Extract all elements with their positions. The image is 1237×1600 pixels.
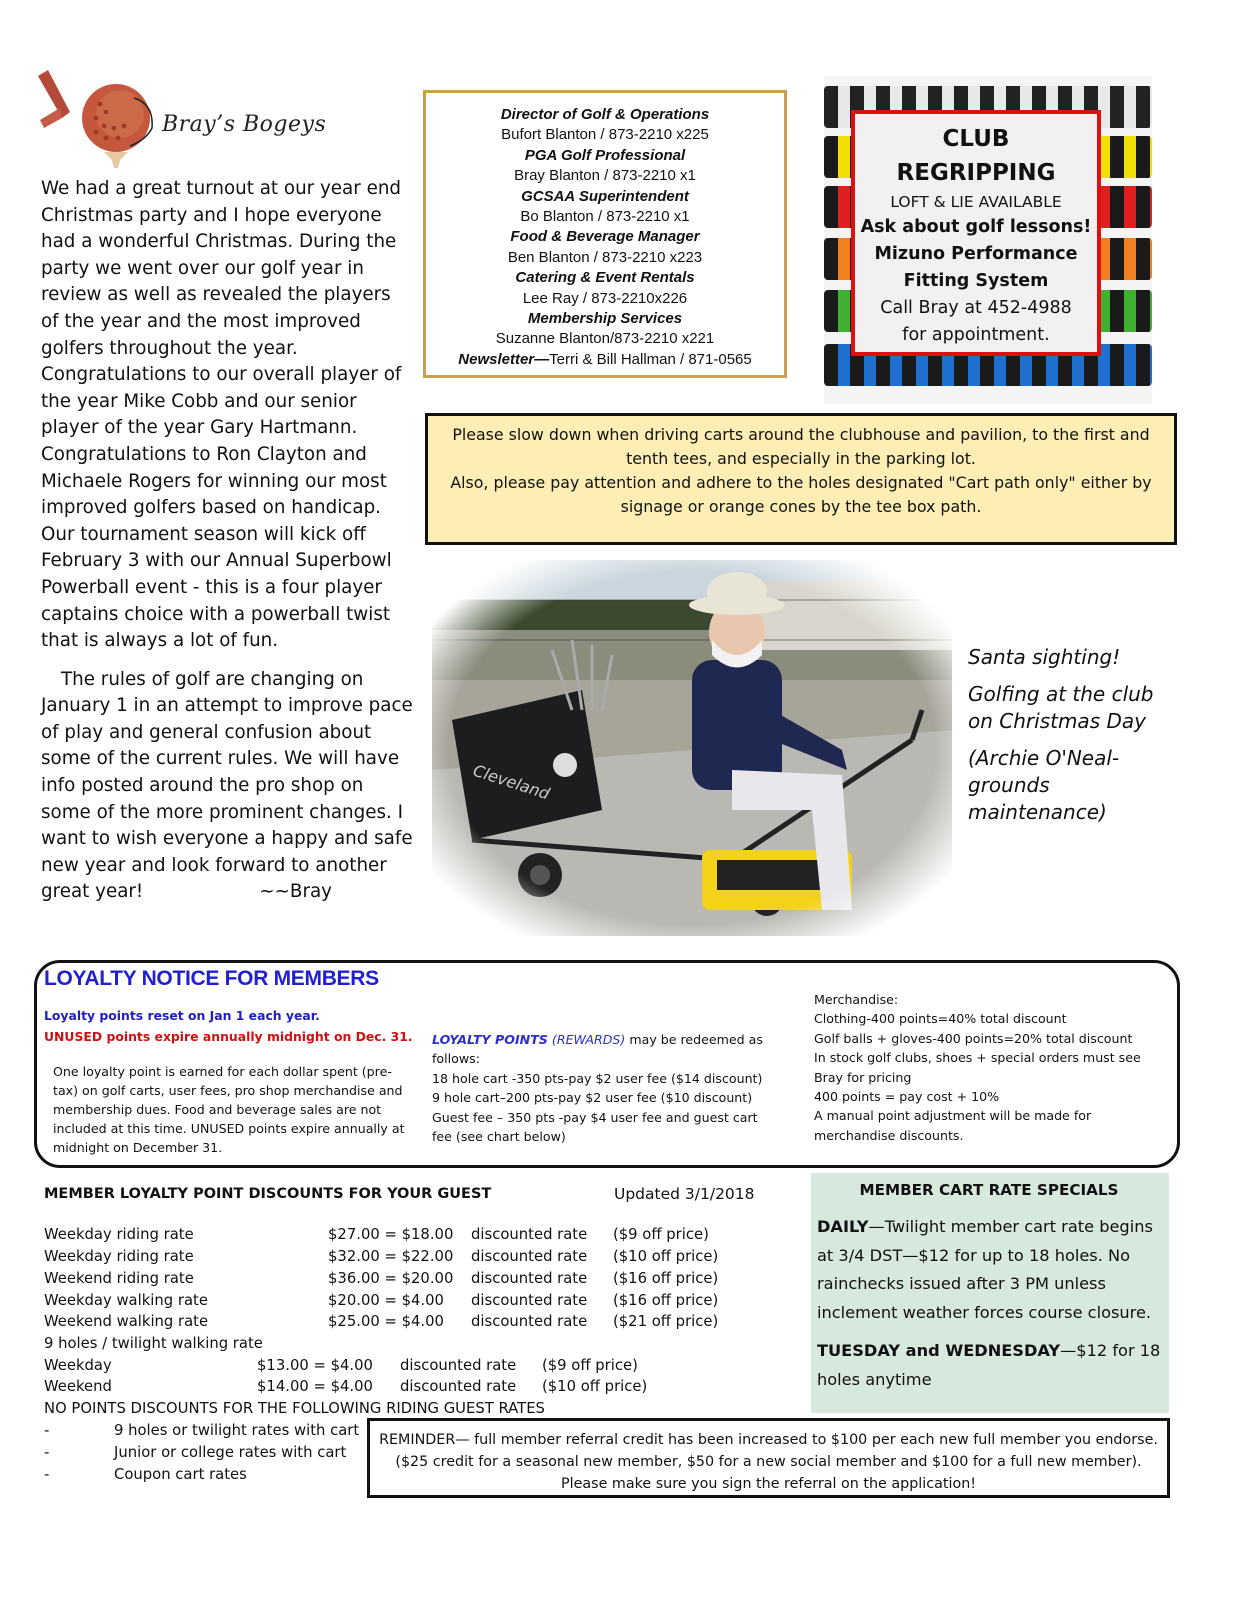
nine-hole-heading: 9 holes / twilight walking rate [44,1335,263,1352]
special-tuewed-text: —$12 for 18 holes anytime [817,1341,1161,1389]
rate-label: Weekend riding rate [44,1270,194,1287]
rate-price: $13.00 = $4.00 [257,1357,373,1374]
rate-off: ($10 off price) [542,1378,648,1395]
specials-heading: MEMBER CART RATE SPECIALS [859,1181,1119,1199]
newsletter-names: Terri & Bill Hallman / 871-0565 [549,350,752,368]
newsletter-contact [426,350,784,370]
special-daily-label: DAILY [817,1217,869,1236]
staff-entry [426,146,784,187]
staff-entry [426,309,784,350]
article-signature: ~~Bray [259,881,332,903]
staff-entry [426,268,784,309]
staff-role: Membership Services [527,310,683,328]
merch-item: 400 points = pay cost + 10% [814,1089,1000,1105]
regrip-call: for appointment. [902,325,1050,345]
rate-off: ($16 off price) [613,1270,719,1287]
newsletter-title: Bray’s Bogeys [162,112,327,137]
loyalty-merchandise [814,990,1159,1145]
merch-item: A manual point adjustment will be made for merchandise discounts. [814,1108,1092,1143]
special-tuewed [817,1337,1161,1394]
rate-note: discounted rate [471,1313,588,1330]
article-paragraph-text: The rules of golf are changing on January 1 in an attempt to improve pace of play and general confusion about some of the current rules. We will have info posted around the pro shop on some of the more prominent changes. I want to wish everyone a happy and safe new year and look forward to another great year! [41,668,413,903]
newsletter-label: Newsletter— [458,350,550,368]
rate-off: ($9 off price) [542,1357,638,1374]
staff-entry [426,105,784,146]
special-daily [817,1213,1161,1327]
rate-note: discounted rate [400,1357,517,1374]
cart-rate-specials [811,1173,1169,1413]
cart-notice-text: Also, please pay attention and adhere to the holes designated "Cart path only" either by signage or orange cones by the tee box path. [450,473,1152,516]
merch-item: In stock golf clubs, shoes + special orders must see Bray for pricing [814,1050,1141,1085]
rate-label: Weekend [44,1378,112,1395]
staff-contact: Suzanne Blanton/873-2210 x221 [495,330,715,348]
rate-off: ($10 off price) [613,1248,719,1265]
no-points-text: Junior or college rates with cart [114,1444,347,1461]
redeem-intro [432,1030,777,1069]
rate-label: Weekday walking rate [44,1292,208,1309]
merch-item: Golf balls + gloves-400 points=20% total discount [814,1030,1133,1046]
merch-title: Merchandise: [814,992,899,1007]
staff-role: Food & Beverage Manager [510,228,700,246]
rate-off: ($16 off price) [613,1292,719,1309]
staff-contact: Bo Blanton / 873-2210 x1 [520,208,690,226]
loyalty-redeem [432,1030,777,1146]
staff-contact: Ben Blanton / 873-2210 x223 [507,248,703,266]
rate-price: $20.00 = $4.00 [328,1292,444,1309]
rate-label: Weekday riding rate [44,1248,194,1265]
staff-contact: Lee Ray / 873-2210x226 [522,289,688,307]
rate-price: $36.00 = $20.00 [328,1270,454,1287]
loyalty-title: LOYALTY NOTICE FOR MEMBERS [44,967,379,990]
rate-label: Weekend walking rate [44,1313,209,1330]
referral-reminder [367,1418,1170,1498]
rate-price: $14.00 = $4.00 [257,1378,373,1395]
special-tuewed-label: TUESDAY and WEDNESDAY [817,1341,1061,1360]
article-paragraph: We had a great turnout at our year end Christmas party and I hope everyone had a wonderful Christmas. During the party we went over our golf year in review as well as revealed the players of the year and the most improved golfers throughout the year. Congratulations to our overall player of the year Mike Cobb and our senior player of the year Gary Hartmann. Congratulations to Ron Clayton and Michaele Rogers for winning our most improved golfers based on handicap. Our tournament season will kick off February 3 with our Annual Superbowl Powerball event - this is a four player captains choice with a powerball twist that is always a lot of fun. [41,178,402,652]
special-daily-text: —Twilight member cart rate begins at 3/4 DST—$12 for up to 18 holes. No rainchecks issued after 3 PM unless inclement weather forces course closure. [817,1217,1153,1322]
regrip-call: Call Bray at 452-4988 [880,298,1072,318]
no-points-text: 9 holes or twilight rates with cart [114,1422,360,1439]
photo-caption [968,644,1168,836]
loyalty-reset-note: Loyalty points reset on Jan 1 each year. [44,1008,320,1023]
merch-item: Clothing-400 points=40% total discount [814,1011,1067,1027]
santa-golfer-photo [432,560,952,936]
regripping-ad [851,110,1101,356]
rate-price: $27.00 = $18.00 [328,1226,454,1243]
redeem-item: Guest fee – 350 pts -pay $4 user fee and guest cart fee (see chart below) [432,1109,758,1145]
loyalty-body: One loyalty point is earned for each dollar spent (pre-tax) on golf carts, user fees, pro shop merchandise and membership dues. Food and beverage sales are not included at this time. UNUSED points expire annually at midnight on December 31. [53,1064,405,1155]
rate-note: discounted rate [471,1248,588,1265]
loyalty-expire-note: UNUSED points expire annually midnight on Dec. 31. [44,1029,413,1044]
golf-logo-icon [34,68,164,168]
redeem-rest: may be redeemed as follows: [432,1032,763,1067]
caption-line: Santa sighting! [968,645,1121,669]
caption-line: Golfing at the club on Christmas Day [968,682,1154,733]
reminder-line: ($25 credit for a seasonal new member, $50 for a new social member and $100 for a full new member). [395,1454,1142,1470]
guest-rates-updated: Updated 3/1/2018 [614,1185,755,1203]
reminder-line: REMINDER— full member referral credit has been increased to $100 per each new full member you endorse. [379,1432,1158,1448]
caption-line: (Archie O'Neal-grounds maintenance) [968,746,1120,824]
bray-article [41,176,413,918]
staff-entry [426,187,784,228]
rate-note: discounted rate [471,1226,588,1243]
staff-contact: Bray Blanton / 873-2210 x1 [514,167,696,185]
staff-role: PGA Golf Professional [524,146,686,164]
redeem-label: LOYALTY POINTS [432,1032,548,1047]
cart-notice-text: Please slow down when driving carts around the clubhouse and pavilion, to the first and tenth tees, and especially in the parking lot. [452,425,1150,468]
rate-price: $25.00 = $4.00 [328,1313,444,1330]
redeem-item: 18 hole cart -350 pts-pay $2 user fee ($14 discount) [432,1070,763,1086]
no-points-heading: NO POINTS DISCOUNTS FOR THE FOLLOWING RIDING GUEST RATES [44,1400,545,1417]
staff-directory [423,90,787,378]
regrip-loft: LOFT & LIE AVAILABLE [890,193,1062,211]
staff-entry [426,227,784,268]
reminder-line: Please make sure you sign the referral on the application! [560,1476,976,1492]
regrip-title: CLUB [942,126,1010,152]
rate-note: discounted rate [471,1292,588,1309]
cart-notice [425,413,1177,545]
rate-off: ($21 off price) [613,1313,719,1330]
rate-off: ($9 off price) [613,1226,709,1243]
guest-rates-heading: MEMBER LOYALTY POINT DISCOUNTS FOR YOUR GUEST [44,1186,492,1202]
redeem-item: 9 hole cart–200 pts-pay $2 user fee ($10 discount) [432,1090,753,1106]
staff-contact: Bufort Blanton / 873-2210 x225 [501,126,709,144]
rate-note: discounted rate [471,1270,588,1287]
staff-role: Catering & Event Rentals [515,269,695,287]
regrip-mizuno: Mizuno Performance [874,244,1078,264]
bullet: - [44,1444,50,1461]
regrip-mizuno: Fitting System [903,271,1049,291]
bullet: - [44,1466,50,1483]
staff-role: Director of Golf & Operations [500,106,710,123]
redeem-rewards: (REWARDS) [551,1032,626,1047]
bullet: - [44,1422,50,1439]
regrip-title: REGRIPPING [896,160,1056,186]
rate-label: Weekday [44,1357,112,1374]
no-points-text: Coupon cart rates [114,1466,247,1483]
rate-note: discounted rate [400,1378,517,1395]
staff-role: GCSAA Superintendent [521,187,689,205]
rate-label: Weekday riding rate [44,1226,194,1243]
regrip-lessons: Ask about golf lessons! [860,217,1092,237]
article-paragraph [41,667,413,906]
rate-price: $32.00 = $22.00 [328,1248,454,1265]
